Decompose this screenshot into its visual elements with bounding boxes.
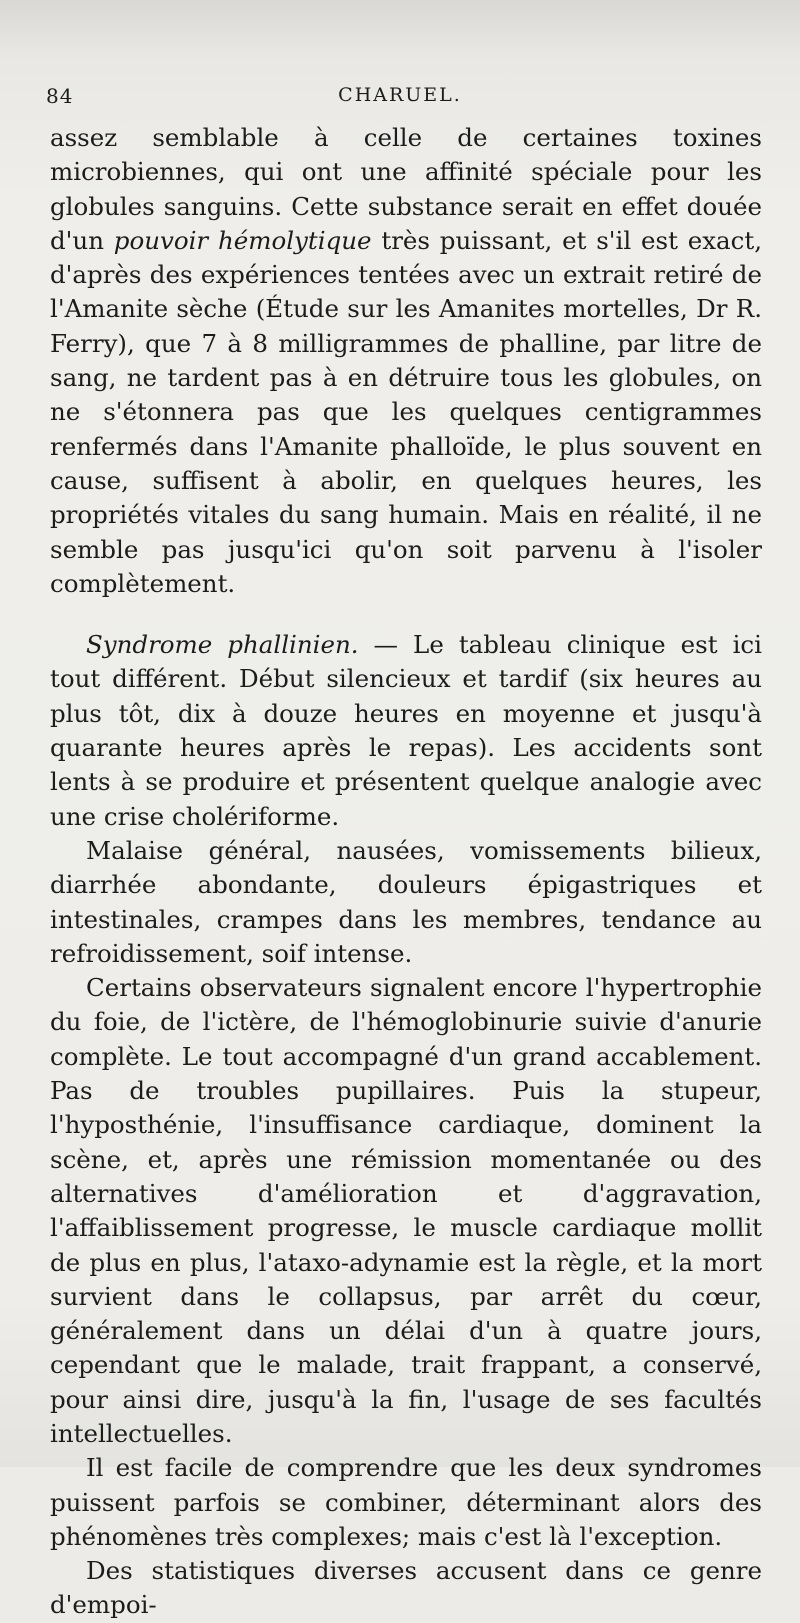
paragraph-2-text: — Le tableau clinique est ici tout différent. Début silencieux et tardif (six heures au plus tôt, dix à douze heures en moyenne et jusqu'à quarante heures après le repas). Les accidents sont lents à se produire et présentent quelque analogie avec une crise cholériforme.: [50, 630, 762, 831]
paragraph-1-text-a: assez semblable à celle de certaines toxines microbiennes, qui ont une affinité spéciale pour les globules sanguins. Cette substance serait en effet douée d'un: [50, 123, 762, 255]
paragraph-5: Il est facile de comprendre que les deux syndromes puissent parfois se combiner, déterminant alors des phénomènes très complexes; mais c'est là l'exception.: [50, 1453, 762, 1551]
paragraph-4: Certains observateurs signalent encore l'hypertrophie du foie, de l'ictère, de l'hémoglobinurie suivie d'anurie complète. Le tout accompagné d'un grand accablement. Pas de troubles pupillaires. Puis la stupeur, l'hyposthénie, l'insuffisance cardiaque, dominent la scène, et, après une rémission momentanée ou des alternatives d'amélioration et d'aggravation, l'affaiblissement progresse, le muscle cardiaque mollit de plus en plus, l'ataxo-adynamie est la règle, et la mort survient dans le collapsus, par arrêt du cœur, généralement dans un délai d'un à quatre jours, cependant que le malade, trait frappant, a conservé, pour ainsi dire, jusqu'à la fin, l'usage de ses facultés intellectuelles.: [50, 973, 762, 1448]
italic-term: pouvoir hémolytique: [113, 225, 372, 255]
running-head: CHARUEL.: [338, 84, 462, 106]
paragraph-2: [50, 628, 762, 834]
page-header: [46, 84, 754, 120]
body-text: [50, 121, 762, 1623]
paragraph-1-text-b: très puissant, et s'il est exact, d'après des expériences tentées avec un extrait retiré de l'Amanite sèche (Étude sur les Amanites mortelles, Dr R. Ferry), que 7 à 8 milligrammes de phalline, par litre de sang, ne tardent pas à en détruire tous les globules, on ne s'étonnera pas que les quelques centigrammes renfermés dans l'Amanite phalloïde, le plus souvent en cause, suffisent à abolir, en quelques heures, les propriétés vitales du sang humain. Mais en réalité, il ne semble pas jusqu'ici qu'on soit parvenu à l'isoler complètement.: [50, 225, 763, 598]
paragraph-1: [50, 121, 762, 601]
section-heading: Syndrome phallinien.: [86, 630, 359, 660]
paragraph-6: Des statistiques diverses accusent dans ce genre d'empoi-: [50, 1556, 762, 1620]
page-number: 84: [46, 84, 74, 108]
paragraph-3: Malaise général, nausées, vomissements bilieux, diarrhée abondante, douleurs épigastriques et intestinales, crampes dans les membres, tendance au refroidissement, soif intense.: [50, 835, 762, 968]
